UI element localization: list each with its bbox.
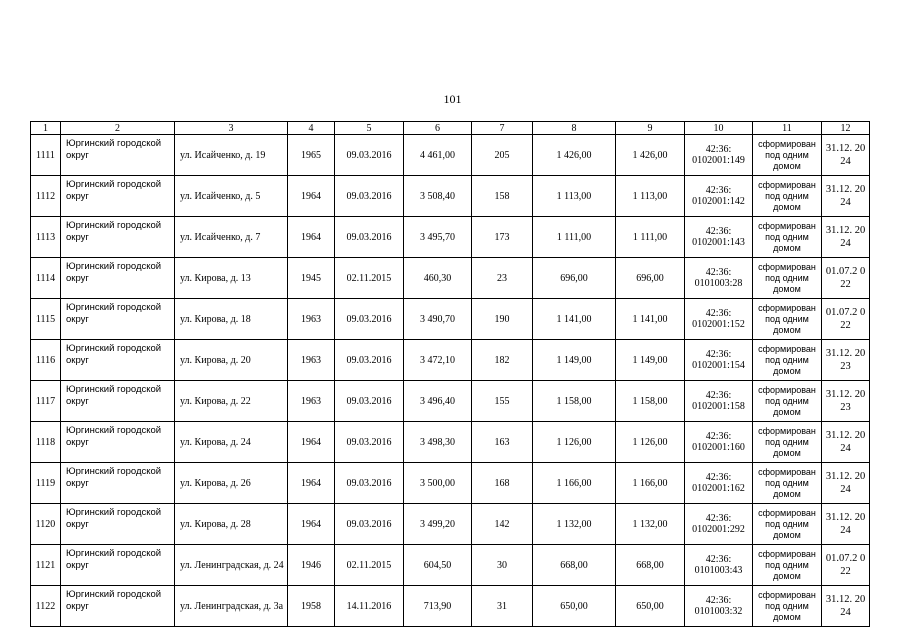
cadastral-number-cell: 42:36: 0101003:43 [685,545,753,586]
table-row [31,135,870,176]
build-year-cell: 1946 [288,545,335,586]
column-number: 4 [288,122,335,135]
residents-cell: 158 [472,176,533,217]
column-number: 7 [472,122,533,135]
area-cell: 1 426,00 [533,135,616,176]
date-cell: 14.11.2016 [335,586,404,627]
cadastral-number-cell: 42:36: 0102001:154 [685,340,753,381]
municipality-cell: Юргинский городской округ [61,340,175,381]
municipality-cell: Юргинский городской округ [61,463,175,504]
address-cell: ул. Исайченко, д. 19 [175,135,288,176]
cadastral-number-cell: 42:36: 0101003:32 [685,586,753,627]
deadline-cell: 31.12. 2023 [822,381,870,422]
cadastral-number-cell: 42:36: 0102001:292 [685,504,753,545]
residents-cell: 155 [472,381,533,422]
column-number-row [31,122,870,135]
date-cell: 02.11.2015 [335,545,404,586]
area-cell: 1 158,00 [533,381,616,422]
land-status-cell: сформирован под одним домом [753,258,822,299]
area-cell: 668,00 [616,545,685,586]
total-area-cell: 3 499,20 [404,504,472,545]
row-number: 1113 [31,217,61,258]
residents-cell: 23 [472,258,533,299]
date-cell: 09.03.2016 [335,299,404,340]
column-number: 8 [533,122,616,135]
date-cell: 09.03.2016 [335,504,404,545]
land-status-cell: сформирован под одним домом [753,299,822,340]
total-area-cell: 3 498,30 [404,422,472,463]
page-number: 101 [443,92,462,106]
table-row [31,422,870,463]
municipality-cell: Юргинский городской округ [61,176,175,217]
table-body [31,122,870,627]
land-status-cell: сформирован под одним домом [753,504,822,545]
column-number: 10 [685,122,753,135]
residents-cell: 190 [472,299,533,340]
address-cell: ул. Исайченко, д. 7 [175,217,288,258]
residents-cell: 142 [472,504,533,545]
column-number: 1 [31,122,61,135]
row-number: 1120 [31,504,61,545]
cadastral-number-cell: 42:36: 0102001:149 [685,135,753,176]
land-status-cell: сформирован под одним домом [753,545,822,586]
date-cell: 09.03.2016 [335,217,404,258]
date-cell: 09.03.2016 [335,381,404,422]
address-cell: ул. Ленинградская, д. 3а [175,586,288,627]
row-number: 1114 [31,258,61,299]
row-number: 1119 [31,463,61,504]
table-row [31,381,870,422]
deadline-cell: 31.12. 2024 [822,217,870,258]
total-area-cell: 3 472,10 [404,340,472,381]
area-cell: 696,00 [533,258,616,299]
table-row [31,504,870,545]
build-year-cell: 1965 [288,135,335,176]
address-cell: ул. Кирова, д. 26 [175,463,288,504]
land-status-cell: сформирован под одним домом [753,176,822,217]
area-cell: 1 113,00 [616,176,685,217]
municipality-cell: Юргинский городской округ [61,299,175,340]
deadline-cell: 31.12. 2023 [822,340,870,381]
residents-cell: 168 [472,463,533,504]
table-row [31,258,870,299]
cadastral-number-cell: 42:36: 0102001:158 [685,381,753,422]
area-cell: 1 426,00 [616,135,685,176]
area-cell: 1 132,00 [616,504,685,545]
build-year-cell: 1964 [288,504,335,545]
residents-cell: 163 [472,422,533,463]
residents-cell: 205 [472,135,533,176]
land-status-cell: сформирован под одним домом [753,135,822,176]
row-number: 1117 [31,381,61,422]
municipality-cell: Юргинский городской округ [61,217,175,258]
area-cell: 1 111,00 [616,217,685,258]
total-area-cell: 4 461,00 [404,135,472,176]
table-row [31,463,870,504]
municipality-cell: Юргинский городской округ [61,381,175,422]
residents-cell: 182 [472,340,533,381]
row-number: 1118 [31,422,61,463]
municipality-cell: Юргинский городской округ [61,422,175,463]
table-row [31,176,870,217]
table-row [31,340,870,381]
table-row [31,586,870,627]
build-year-cell: 1964 [288,176,335,217]
housing-register-table [30,121,870,627]
build-year-cell: 1958 [288,586,335,627]
row-number: 1111 [31,135,61,176]
municipality-cell: Юргинский городской округ [61,258,175,299]
area-cell: 1 111,00 [533,217,616,258]
address-cell: ул. Кирова, д. 28 [175,504,288,545]
address-cell: ул. Кирова, д. 22 [175,381,288,422]
area-cell: 1 149,00 [616,340,685,381]
area-cell: 1 158,00 [616,381,685,422]
row-number: 1116 [31,340,61,381]
date-cell: 09.03.2016 [335,340,404,381]
date-cell: 02.11.2015 [335,258,404,299]
address-cell: ул. Кирова, д. 20 [175,340,288,381]
column-number: 6 [404,122,472,135]
area-cell: 1 149,00 [533,340,616,381]
build-year-cell: 1963 [288,340,335,381]
build-year-cell: 1963 [288,381,335,422]
municipality-cell: Юргинский городской округ [61,545,175,586]
land-status-cell: сформирован под одним домом [753,340,822,381]
column-number: 5 [335,122,404,135]
area-cell: 1 126,00 [533,422,616,463]
date-cell: 09.03.2016 [335,176,404,217]
deadline-cell: 01.07.2 022 [822,258,870,299]
municipality-cell: Юргинский городской округ [61,586,175,627]
land-status-cell: сформирован под одним домом [753,463,822,504]
total-area-cell: 3 495,70 [404,217,472,258]
deadline-cell: 31.12. 2024 [822,463,870,504]
deadline-cell: 31.12. 2024 [822,422,870,463]
column-number: 9 [616,122,685,135]
cadastral-number-cell: 42:36: 0101003:28 [685,258,753,299]
address-cell: ул. Кирова, д. 13 [175,258,288,299]
column-number: 2 [61,122,175,135]
cadastral-number-cell: 42:36: 0102001:160 [685,422,753,463]
build-year-cell: 1963 [288,299,335,340]
column-number: 12 [822,122,870,135]
cadastral-number-cell: 42:36: 0102001:142 [685,176,753,217]
build-year-cell: 1964 [288,422,335,463]
deadline-cell: 31.12. 2024 [822,176,870,217]
date-cell: 09.03.2016 [335,422,404,463]
table-row [31,545,870,586]
table-row [31,299,870,340]
total-area-cell: 713,90 [404,586,472,627]
build-year-cell: 1964 [288,217,335,258]
deadline-cell: 31.12. 2024 [822,504,870,545]
municipality-cell: Юргинский городской округ [61,504,175,545]
total-area-cell: 604,50 [404,545,472,586]
area-cell: 696,00 [616,258,685,299]
address-cell: ул. Кирова, д. 24 [175,422,288,463]
build-year-cell: 1964 [288,463,335,504]
deadline-cell: 01.07.2 022 [822,299,870,340]
land-status-cell: сформирован под одним домом [753,586,822,627]
land-status-cell: сформирован под одним домом [753,422,822,463]
land-status-cell: сформирован под одним домом [753,381,822,422]
area-cell: 650,00 [616,586,685,627]
row-number: 1121 [31,545,61,586]
deadline-cell: 31.12. 2024 [822,586,870,627]
residents-cell: 173 [472,217,533,258]
total-area-cell: 460,30 [404,258,472,299]
area-cell: 668,00 [533,545,616,586]
area-cell: 650,00 [533,586,616,627]
total-area-cell: 3 508,40 [404,176,472,217]
cadastral-number-cell: 42:36: 0102001:143 [685,217,753,258]
cadastral-number-cell: 42:36: 0102001:152 [685,299,753,340]
land-status-cell: сформирован под одним домом [753,217,822,258]
area-cell: 1 166,00 [616,463,685,504]
table-row [31,217,870,258]
row-number: 1122 [31,586,61,627]
deadline-cell: 01.07.2 022 [822,545,870,586]
total-area-cell: 3 500,00 [404,463,472,504]
area-cell: 1 126,00 [616,422,685,463]
total-area-cell: 3 490,70 [404,299,472,340]
municipality-cell: Юргинский городской округ [61,135,175,176]
address-cell: ул. Кирова, д. 18 [175,299,288,340]
row-number: 1115 [31,299,61,340]
build-year-cell: 1945 [288,258,335,299]
total-area-cell: 3 496,40 [404,381,472,422]
address-cell: ул. Ленинградская, д. 24 [175,545,288,586]
residents-cell: 30 [472,545,533,586]
row-number: 1112 [31,176,61,217]
cadastral-number-cell: 42:36: 0102001:162 [685,463,753,504]
residents-cell: 31 [472,586,533,627]
deadline-cell: 31.12. 2024 [822,135,870,176]
column-number: 11 [753,122,822,135]
date-cell: 09.03.2016 [335,135,404,176]
area-cell: 1 166,00 [533,463,616,504]
date-cell: 09.03.2016 [335,463,404,504]
column-number: 3 [175,122,288,135]
area-cell: 1 141,00 [533,299,616,340]
address-cell: ул. Исайченко, д. 5 [175,176,288,217]
area-cell: 1 141,00 [616,299,685,340]
area-cell: 1 132,00 [533,504,616,545]
area-cell: 1 113,00 [533,176,616,217]
